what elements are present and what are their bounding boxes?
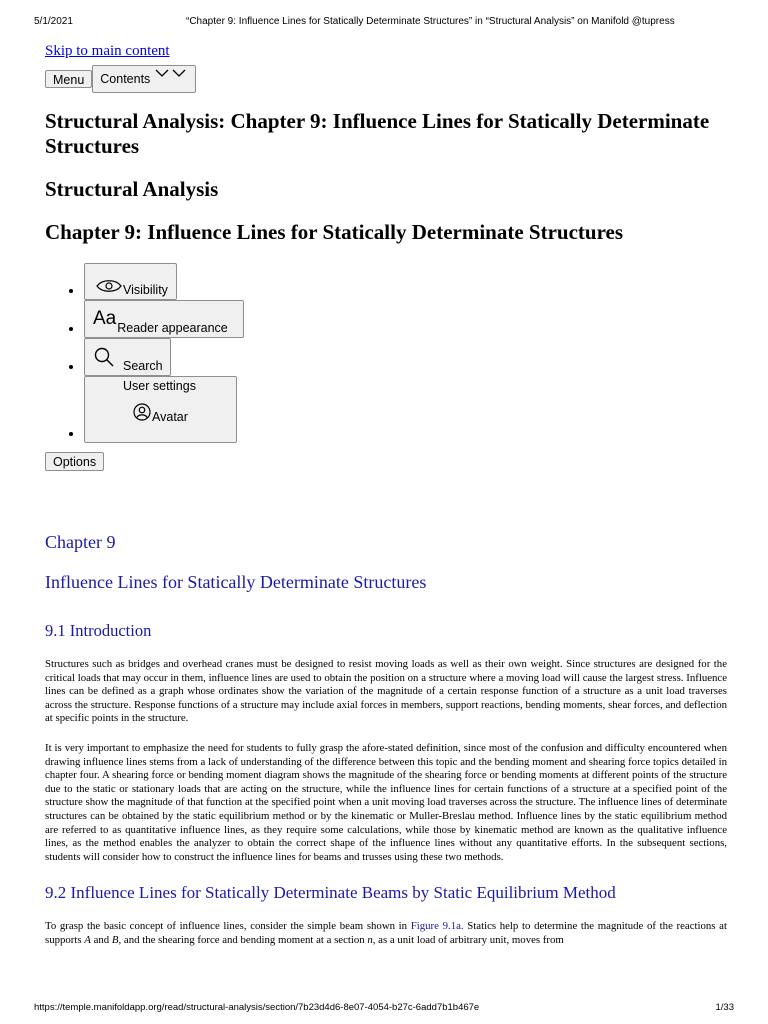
- print-date: 5/1/2021: [34, 16, 73, 27]
- user-settings-label: • User settings: [123, 379, 196, 393]
- skip-to-main-link[interactable]: Skip to main content: [45, 43, 170, 59]
- figure-link[interactable]: Figure 9.1a.: [410, 920, 464, 933]
- avatar-label: Avatar: [152, 410, 188, 424]
- menu-button[interactable]: Menu: [45, 70, 92, 88]
- search-label: • Search: [123, 359, 163, 373]
- visibility-button[interactable]: [84, 263, 177, 300]
- eye-icon: [95, 278, 123, 297]
- tool-item-user: [84, 376, 727, 443]
- reader-appearance-label: Reader appearance: [117, 321, 228, 335]
- avatar: [133, 403, 188, 424]
- user-settings-button[interactable]: [84, 376, 237, 443]
- search-icon: [93, 346, 115, 371]
- section-heading-static-equilibrium: 9.2 Influence Lines for Statically Determinate Beams by Static Equilibrium Method: [45, 883, 616, 903]
- text-size-icon: • Aa: [93, 308, 117, 329]
- text-run: , as a unit load of arbitrary unit, moves from: [372, 933, 564, 946]
- contents-label: Contents: [100, 72, 151, 86]
- book-heading: Structural Analysis: [45, 177, 219, 201]
- text-run: , and the shearing force and bending moment at a section: [118, 933, 368, 946]
- page-number: 1/33: [715, 1002, 734, 1013]
- reader-appearance-button[interactable]: [84, 300, 244, 338]
- variable: n: [367, 933, 373, 946]
- section-heading-introduction: 9.1 Introduction: [45, 621, 152, 640]
- avatar-icon: [133, 403, 151, 424]
- reader-tools-list: [45, 263, 727, 443]
- print-header: [34, 14, 734, 30]
- visibility-label: • Visibility: [123, 283, 168, 297]
- text-run: Statics help to determine the magnitude of the reactions at supports: [45, 920, 727, 946]
- page-content: [45, 42, 727, 948]
- chapter-heading: Chapter 9: Influence Lines for Statically Determinate Structures: [45, 220, 624, 244]
- chapter-title: Influence Lines for Statically Determinate Structures: [45, 572, 427, 592]
- text-run: and: [90, 933, 112, 946]
- tool-item-search: [84, 338, 727, 376]
- print-footer: [34, 1002, 734, 1016]
- top-nav-buttons: [45, 65, 727, 93]
- text-run: To grasp the basic concept of influence lines, consider the simple beam shown in: [45, 920, 411, 933]
- chapter-label: Chapter 9: [45, 532, 116, 552]
- options-button[interactable]: Options: [45, 452, 104, 471]
- page-title: Structural Analysis: Chapter 9: Influence Lines for Statically Determinate Structures: [45, 109, 710, 158]
- contents-button[interactable]: [92, 65, 196, 93]
- print-doc-title: “Chapter 9: Influence Lines for Statically Determinate Structures” in “Structural Analysis” on Manifold @tupress: [186, 16, 675, 27]
- paragraph: Structures such as bridges and overhead cranes must be designed to resist moving loads as well as their own weight. Since structures are designed for the critical loads that may occur in them, influence lines are used to obtain the position on a structure where a moving load will cause the largest stress. Influence lines can be defined as a graph whose ordinates show the variation of the magnitude of a certain response function of a structure as a unit load traverses across the structure. Response functions of a structure may include axial forces in members, support reactions, bending moments, shear forces, and deflection at specific points in the structure.: [45, 658, 727, 725]
- search-button[interactable]: [84, 338, 171, 376]
- tool-item-visibility: [84, 263, 727, 300]
- print-url: https://temple.manifoldapp.org/read/structural-analysis/section/7b23d4d6-8e07-4054-b27c-6add7b1b467e: [34, 1002, 480, 1013]
- variable: B: [111, 933, 119, 946]
- variable: A: [84, 933, 91, 946]
- paragraph: It is very important to emphasize the need for students to fully grasp the afore-stated definition, since most of the confusion and difficulty encountered when drawing influence lines stems from a lack of understanding of the difference between this topic and the bending moment and shearing force topics detailed in chapter four. A shearing force or bending moment diagram shows the magnitude of the shearing force or bending moments at different points of the structure due to the static or stationary loads that are acting on the structure, while the influence lines for certain functions of a structure at a specified point of the structure show the magnitude of that function at the specified point when a unit moving load traverses across the structure. The influence lines of determinate structures can be obtained by the static equilibrium method or by the kinematic or Muller-Breslau method. Influence lines by the static equilibrium method are referred to as quantitative influence lines, as they require some calculations, while those by kinematic method are known as the qualitative influence lines, as the method enables the analyzer to obtain the correct shape of the influence lines without any quantitative efforts. In the subsequent sections, students will consider how to construct the influence lines for beams and trusses using these two methods.: [45, 741, 727, 863]
- paragraph: [45, 920, 727, 947]
- tool-item-reader: [84, 300, 727, 338]
- chevron-down-icon: [154, 66, 188, 85]
